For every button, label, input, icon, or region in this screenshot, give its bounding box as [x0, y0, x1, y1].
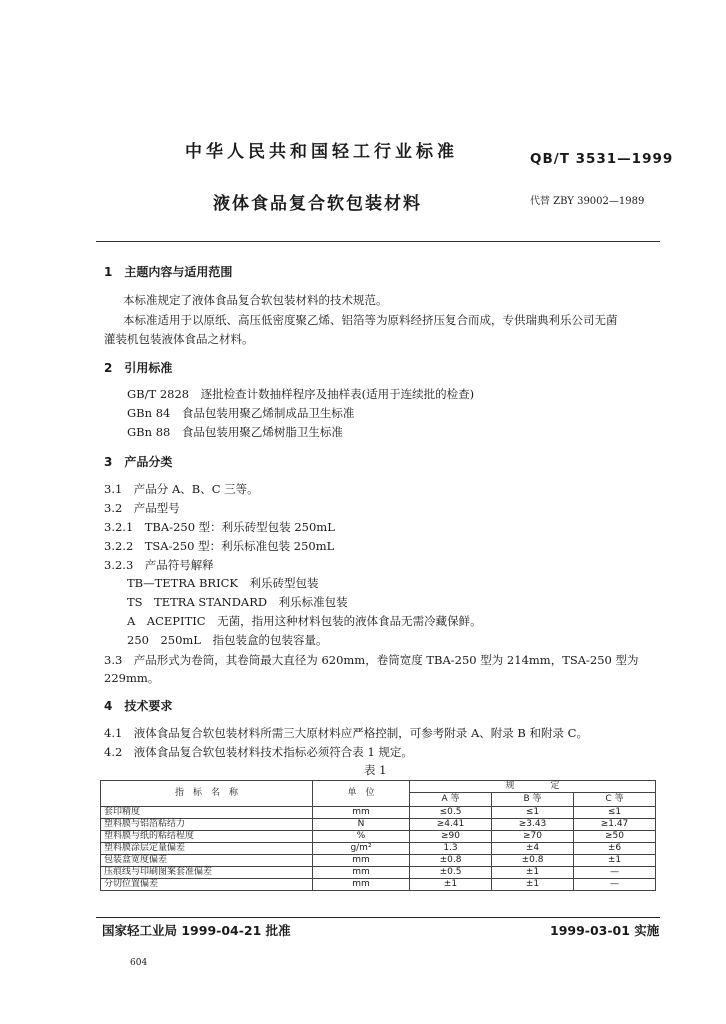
- cell-grade-a: ≥90: [410, 831, 492, 843]
- footer-rule: [96, 917, 660, 918]
- symbol-250: 250 250mL 指包装盒的包装容量。: [127, 633, 328, 647]
- cell-grade-c: ±1: [574, 855, 656, 867]
- approval-note: 国家轻工业局 1999-04-21 批准: [102, 923, 291, 938]
- clause-4-2: 4.2 液体食品复合软包装材料技术指标必须符合表 1 规定。: [104, 745, 413, 759]
- cell-grade-b: ±1: [492, 879, 574, 891]
- table-row: [101, 879, 656, 891]
- section-1-paragraph-2: 本标准适用于以原纸、高压低密度聚乙烯、铝箔等为原料经挤压复合而成，专供瑞典利乐公司无菌: [123, 313, 618, 327]
- section-1-paragraph-2-cont: 灌装机包装液体食品之材料。: [104, 332, 254, 346]
- clause-3-2-3: 3.2.3 产品符号解释: [104, 558, 214, 572]
- reference-item: GBn 88 食品包装用聚乙烯树脂卫生标准: [127, 425, 343, 439]
- replaces-note: 代替 ZBY 39002—1989: [530, 196, 645, 207]
- clause-3-2-1: 3.2.1 TBA-250 型：利乐砖型包装 250mL: [104, 520, 335, 534]
- cell-unit: N: [313, 819, 410, 831]
- clause-3-1: 3.1 产品分 A、B、C 三等。: [104, 482, 259, 496]
- cell-unit: %: [313, 831, 410, 843]
- clause-3-2-2: 3.2.2 TSA-250 型：利乐标准包装 250mL: [104, 539, 335, 553]
- cell-grade-b: ±0.8: [492, 855, 574, 867]
- cell-unit: mm: [313, 867, 410, 879]
- table-row: [101, 867, 656, 879]
- table-row: [101, 819, 656, 831]
- header-rule: [96, 241, 660, 242]
- column-header-unit: 单 位: [313, 781, 410, 807]
- table-row: [101, 831, 656, 843]
- cell-name: 塑料膜与铝箔粘结力: [101, 819, 313, 831]
- cell-unit: mm: [313, 855, 410, 867]
- section-1-paragraph-1: 本标准规定了液体食品复合软包装材料的技术规范。: [123, 293, 388, 307]
- column-header-grade-a: A 等: [410, 793, 492, 807]
- clause-3-3-cont: 229mm。: [104, 671, 160, 685]
- symbol-a: A ACEPITIC 无菌，指用这种材料包装的液体食品无需冷藏保鲜。: [127, 614, 482, 628]
- clause-4-1: 4.1 液体食品复合软包装材料所需三大原材料应严格控制，可参考附录 A、附录 B 和附录 C。: [104, 726, 588, 740]
- section-1-title: 1 主题内容与适用范围: [104, 265, 233, 279]
- cell-grade-a: ≤0.5: [410, 807, 492, 819]
- cell-grade-b: ≤1: [492, 807, 574, 819]
- section-4-title: 4 技术要求: [104, 699, 173, 713]
- standard-code: QB/T 3531—1999: [530, 151, 674, 167]
- table-row: [101, 807, 656, 819]
- table-row: [101, 843, 656, 855]
- symbol-ts: TS TETRA STANDARD 利乐标准包装: [127, 595, 348, 609]
- page-number: 604: [130, 958, 148, 968]
- effective-date: 1999-03-01 实施: [550, 923, 660, 938]
- column-header-grade-c: C 等: [574, 793, 656, 807]
- clause-3-2: 3.2 产品型号: [104, 501, 180, 515]
- cell-grade-a: ≥4.41: [410, 819, 492, 831]
- cell-grade-a: ±0.8: [410, 855, 492, 867]
- table-caption: 表 1: [364, 763, 387, 777]
- symbol-tb: TB—TETRA BRICK 利乐砖型包装: [127, 576, 319, 590]
- column-header-name: 指 标 名 称: [101, 781, 313, 807]
- cell-grade-c: —: [574, 879, 656, 891]
- cell-grade-b: ±4: [492, 843, 574, 855]
- cell-grade-a: 1.3: [410, 843, 492, 855]
- cell-grade-a: ±1: [410, 879, 492, 891]
- spec-table: [100, 780, 656, 891]
- cell-grade-c: ≥50: [574, 831, 656, 843]
- cell-grade-b: ±1: [492, 867, 574, 879]
- cell-name: 塑料膜与纸的粘结程度: [101, 831, 313, 843]
- section-3-title: 3 产品分类: [104, 455, 173, 469]
- cell-grade-a: ±0.5: [410, 867, 492, 879]
- cell-unit: mm: [313, 879, 410, 891]
- cell-grade-c: ≥1.47: [574, 819, 656, 831]
- table-row: [101, 855, 656, 867]
- cell-unit: g/m²: [313, 843, 410, 855]
- reference-item: GBn 84 食品包装用聚乙烯制成品卫生标准: [127, 406, 355, 420]
- org-title: 中华人民共和国轻工行业标准: [185, 142, 458, 162]
- column-header-spec: 规 定: [410, 781, 656, 793]
- clause-3-3: 3.3 产品形式为卷筒，其卷筒最大直径为 620mm，卷筒宽度 TBA-250 型为 214mm，TSA-250 型为: [104, 653, 639, 667]
- cell-name: 塑料膜涂层定量偏差: [101, 843, 313, 855]
- reference-item: GB/T 2828 逐批检查计数抽样程序及抽样表(适用于连续批的检查): [127, 387, 475, 401]
- column-header-grade-b: B 等: [492, 793, 574, 807]
- cell-grade-c: ±6: [574, 843, 656, 855]
- cell-grade-c: ≤1: [574, 807, 656, 819]
- cell-grade-b: ≥3.43: [492, 819, 574, 831]
- cell-name: 套印精度: [101, 807, 313, 819]
- cell-name: 压痕线与印刷图案套准偏差: [101, 867, 313, 879]
- document-title: 液体食品复合软包装材料: [213, 194, 422, 214]
- cell-grade-c: —: [574, 867, 656, 879]
- section-2-title: 2 引用标准: [104, 361, 173, 375]
- cell-unit: mm: [313, 807, 410, 819]
- cell-name: 分切位置偏差: [101, 879, 313, 891]
- cell-grade-b: ≥70: [492, 831, 574, 843]
- cell-name: 包装盒宽度偏差: [101, 855, 313, 867]
